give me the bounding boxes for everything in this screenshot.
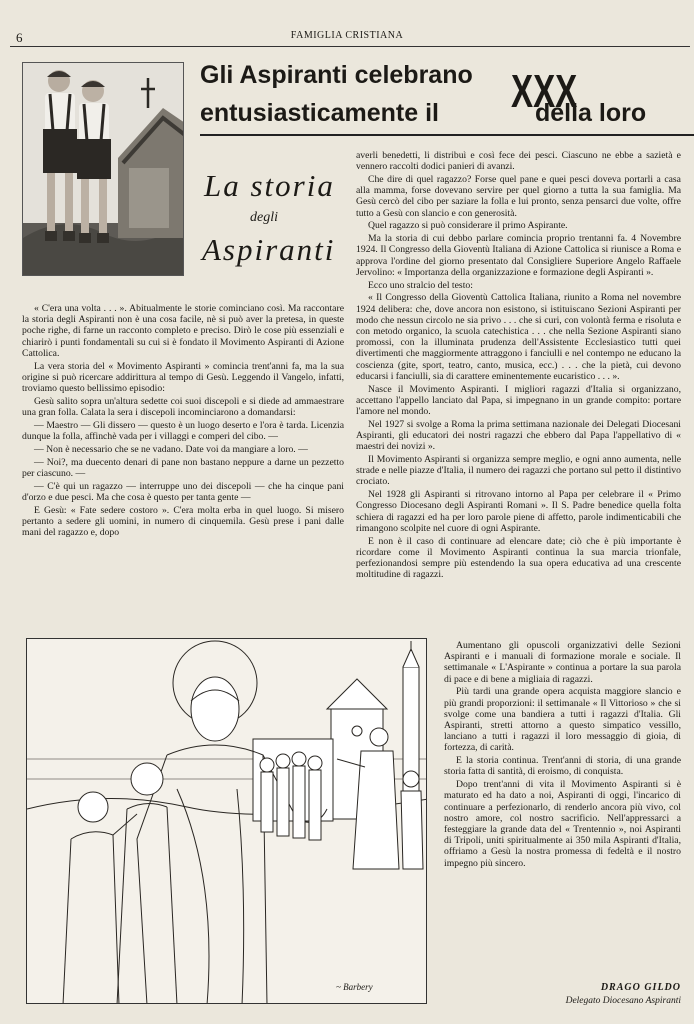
headline-line-1: Gli Aspiranti celebrano	[200, 61, 473, 89]
paragraph: Aumentano gli opuscoli organizzativi delle Sezioni Aspiranti e i manuali di formazione morale e sociale. Il settimanale « L'Aspirante » continua a portare la sua parola di pace e di bene a migliaia di ragazzi.	[444, 640, 681, 685]
paragraph: — Maestro — Gli dissero — questo è un luogo deserto e l'ora è tarda. Licenzia dunque la folla, affinchè vada per i villaggi e comperi del cibo. —	[22, 419, 344, 443]
headline-line-2	[200, 98, 694, 134]
photo-two-boys	[22, 62, 184, 276]
paragraph: Nel 1927 si svolge a Roma la prima settimana nazionale dei Delegati Diocesani Aspiranti, gli educatori dei nostri ragazzi che ebbero dal Papa l'appellativo di « maestri dei novizi ».	[356, 418, 681, 453]
headline-line-2-text: entusiasticamente il	[200, 99, 439, 127]
paragraph: Più tardi una grande opera acquista maggiore slancio e più grandi proporzioni: il settimanale « Il Vittorioso » che si svolge come una bandiera a tutti i ragazzi d'Italia. Gli Aspiranti, stretti attorno a questo simpatico vessillo, lanciano a tutti i ragazzi il loro messaggio di gioia, di fortezza, di carità.	[444, 686, 681, 754]
paragraph: — Non è necessario che se ne vadano. Date voi da mangiare a loro. —	[34, 443, 308, 455]
headline-trailing-text: della loro	[534, 99, 647, 127]
author-role: Delegato Diocesano Aspiranti	[565, 996, 681, 1006]
paragraph: « C'era una volta . . . ». Abitualmente le storie cominciano così. Ma raccontare la storia degli Aspiranti non è una cosa facile, nè si può aver la pretesa, in queste poche righe, di farne un racconto completo e preciso. Dirò le cose più essenziali e chiarirò i punti fondamentali su cui si è fondato il Movimento Aspiranti di Azione Cattolica.	[22, 303, 344, 359]
article-column-left	[22, 303, 344, 625]
subtitle-line-1: La storia	[204, 168, 335, 203]
paragraph: Ecco uno stralcio del testo:	[368, 279, 473, 291]
paragraph: Nasce il Movimento Aspiranti. I migliori ragazzi d'Italia si organizzano, accettano l'appello lanciato dal Papa, si impegnano in un grande compito: portare l'amore nel mondo.	[356, 383, 681, 418]
paragraph: « Il Congresso della Gioventù Cattolica Italiana, riunito a Roma nel novembre 1924 delibera: che, dove ancora non esistono, si istituiscano Sezioni Aspiranti per modo che nessun circolo ne sia privo . . . che si curi, con volontà ferma e risoluta e con metodo organico, la scuola catechistica . . . che nella Sezione Aspiranti siano promossi, con la illuminata prudenza dell'Assistente Ecclesiastico tutti quei divertimenti che maggiormente attraggono i fanciulli e nel contempo ne educano la coscienza (gite, sport, teatro, canto, musica, ecc.) . . . che la pietà, cui devono educarsi i fanciulli, sia di carattere eminentemente eucaristico . . . ».	[356, 292, 681, 382]
paragraph: averli benedetti, li distribuì e così fece dei pesci. Ciascuno ne ebbe a sazietà e vennero raccolti dodici panieri di avanzi.	[356, 150, 681, 173]
paragraph: La vera storia del « Movimento Aspiranti » comincia trent'anni fa, ma la sua origine si può ricercare addirittura al tempo di Gesù. Leggendo il Vangelo, infatti, troviamo questo bellissimo episodio:	[22, 360, 344, 395]
illustration-drawing	[27, 639, 427, 1004]
paragraph: — Noi?, ma duecento denari di pane non bastano neppure a darne un pezzetto per ciascuno. —	[22, 456, 344, 479]
article-column-bottom-right	[444, 640, 681, 980]
paragraph: Ma la storia di cui debbo parlare comincia proprio trentanni fa. 4 Novembre 1924. Il Congresso della Gioventù Italiana di Azione Cattolica si riunisce a Roma e approva l'ordine del giorno presentato dal Consigliere Superiore Angelo Raffaele Jervolino: « Importanza della organizzazione e formazione degli Aspiranti ».	[356, 233, 681, 278]
paragraph: Quel ragazzo si può considerare il primo Aspirante.	[368, 220, 568, 232]
paragraph: E la storia continua. Trent'anni di storia, di una grande storia fatta di santità, di eroismo, di conquista.	[444, 755, 681, 778]
paragraph: Gesù salito sopra un'altura sedette coi suoi discepoli e si diede ad ammaestrare una gran folla. Calata la sera i discepoli incominciarono a domandarsi:	[22, 395, 344, 419]
running-head: FAMIGLIA CRISTIANA	[290, 30, 404, 41]
paragraph: E non è il caso di continuare ad elencare date; ciò che è più importante è ricordare come il Movimento Aspiranti continua la sua marcia trionfale, perfezionandosi sempre più estendendo la sua opera educativa ad una crescente moltitudine di ragazzi.	[356, 535, 681, 581]
header-rule	[10, 46, 690, 47]
illustration-jesus-with-boys	[26, 638, 427, 1004]
paragraph: Dopo trent'anni di vita il Movimento Aspiranti si è maturato ed ha dato a noi, Aspiranti di oggi, l'incarico di continuare a perfezionarlo, di renderlo ancora più vivo, col nostro amore, col nostro sacrificio. Nell'appressarci a festeggiare la grande data del « Trentennio », noi Aspiranti di Tripoli, uniti spiritualmente ai 350 mila Aspiranti d'Italia, offriamo a Gesù la nostra promessa di fedeltà e il nostro impegno più sincero.	[444, 779, 681, 869]
author-name: DRAGO GILDO	[600, 982, 681, 993]
paragraph: E Gesù: « Fate sedere costoro ». C'era molta erba in quel luogo. Si misero pertanto a sedere gli uomini, in numero di cinquemila. Gesù prese i pani dalle mani del ragazzo e, dopo	[22, 504, 344, 539]
article-column-right	[356, 150, 681, 627]
paragraph: Che dire di quel ragazzo? Forse quel pane e quei pesci doveva portarli a casa alla mamma, forse dovevano servire per quel giorno a tutta la sua famiglia. Ma Gesù cercò del cibo per saziare la folla e lui pronto, senza pensarci due volte, offre tutto a Gesù con slancio e con generosità.	[356, 174, 681, 219]
paragraph: Nel 1928 gli Aspiranti si ritrovano intorno al Papa per celebrare il « Primo Congresso Diocesano degli Aspiranti Romani ». Il S. Padre benedice quella folta schiera di ragazzi ed ha per loro parole piene di affetto, parole indimenticabili che rimangono scolpite nel cuore di ogni Aspirante.	[356, 489, 681, 534]
paragraph: — C'è qui un ragazzo — interruppe uno dei discepoli — che ha cinque pani d'orzo e due pesci. Ma che cosa è questo per tanta gente —	[22, 480, 344, 503]
page-number: 6	[16, 30, 23, 45]
paragraph: Il Movimento Aspiranti si organizza sempre meglio, e ogni anno aumenta, nelle strade e nelle piazze d'Italia, il numero dei ragazzi che portano sul petto il distintivo crociato.	[356, 454, 681, 488]
headline-roman-numeral: XXX	[511, 65, 578, 117]
subtitle-line-3: Aspiranti	[202, 232, 336, 267]
artist-signature: ~ Barbery	[336, 982, 373, 992]
photo-drawing	[23, 63, 184, 276]
subtitle-line-2: degli	[250, 210, 278, 225]
headline-rule	[200, 134, 694, 136]
